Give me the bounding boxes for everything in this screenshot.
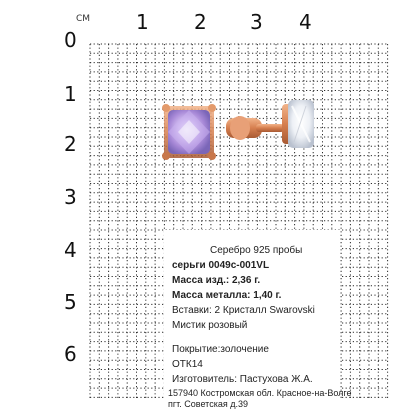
ruler-left-5: 5 <box>64 290 77 314</box>
label-address-line-2: пгт. Советская д.39 <box>168 399 248 409</box>
ruler-top-1: 1 <box>136 10 149 34</box>
label-manufacturer: Изготовитель: Пастухова Ж.А. <box>172 374 313 385</box>
ruler-left-2: 2 <box>64 132 77 156</box>
label-item-weight: Масса изд.: 2,36 г. <box>172 275 261 286</box>
ruler-left-4: 4 <box>64 238 77 262</box>
ruler-top-2: 2 <box>194 10 207 34</box>
ruler-top-4: 4 <box>299 10 312 34</box>
label-address-line-1: 157940 Костромская обл. Красное-на-Волге <box>168 388 352 398</box>
earring-side-view <box>226 100 314 148</box>
ruler-left-0: 0 <box>64 28 77 52</box>
label-insert-color: Мистик розовый <box>172 320 248 331</box>
product-label-card <box>164 230 352 409</box>
label-inserts: Вставки: 2 Кристалл Swarovski <box>172 305 315 316</box>
label-coating: Покрытие:золочение <box>172 344 269 355</box>
label-qc-stamp: ОТК14 <box>172 359 203 370</box>
ruler-left-6: 6 <box>64 342 77 366</box>
label-article: серьги 0049с-001VL <box>172 260 270 271</box>
ruler-left-3: 3 <box>64 185 77 209</box>
label-metal-weight: Масса металла: 1,40 г. <box>172 290 282 301</box>
earring-violet-crystal <box>162 104 216 160</box>
ruler-left-1: 1 <box>64 82 77 106</box>
ruler-top-3: 3 <box>250 10 263 34</box>
label-material: Серебро 925 пробы <box>210 245 303 256</box>
ruler-unit-label: СМ <box>76 14 91 24</box>
